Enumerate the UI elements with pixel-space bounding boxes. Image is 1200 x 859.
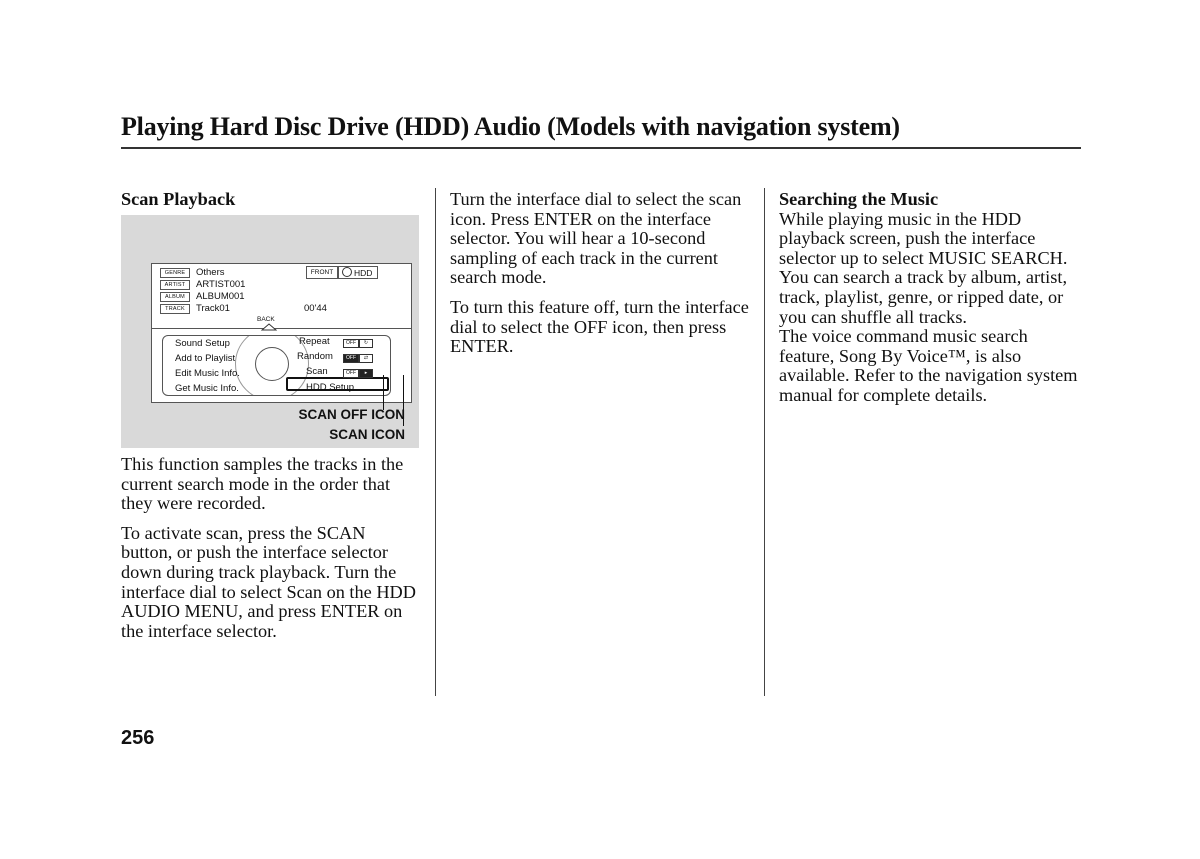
menu-sound-setup[interactable]: Sound Setup xyxy=(175,338,230,349)
scan-playback-subhead: Scan Playback xyxy=(121,189,236,209)
menu-scan[interactable]: Scan xyxy=(306,366,328,377)
col1-paragraph-2: To activate scan, press the SCAN button, or push the interface selector down during track playback. Turn the interface dial to select Scan on the HDD AUDIO MENU, and press ENTER on the interface selector. xyxy=(121,522,416,641)
col2-paragraph-1: Turn the interface dial to select the scan icon. Press ENTER on the interface selector. You will hear a 10-second sampling of each track in the current search mode. xyxy=(450,189,742,288)
column-divider-1 xyxy=(435,188,436,696)
repeat-off-pill[interactable]: OFF xyxy=(343,339,359,348)
audio-screen-figure xyxy=(121,215,419,448)
menu-edit-music-info[interactable]: Edit Music Info. xyxy=(175,368,240,379)
column-3 xyxy=(779,190,1084,416)
searching-music-subhead: Searching the Music xyxy=(779,189,939,209)
heading-rule xyxy=(121,147,1081,149)
scan-off-leader xyxy=(383,375,384,410)
screen-divider xyxy=(152,328,411,329)
page-number: 256 xyxy=(121,727,155,749)
col3-paragraph-1: While playing music in the HDD playback screen, push the interface selector up to select MUSIC SEARCH. You can search a track by album, artist, track, playlist, genre, or ripped date, or you can shuffle all tracks. xyxy=(779,208,1068,327)
col1-paragraph-1: This function samples the tracks in the current search mode in the order that they were recorded. xyxy=(121,454,404,514)
col3-paragraph-2: The voice command music search feature, Song By Voice™, is also available. Refer to the navigation system manual for complete details. xyxy=(779,326,1078,405)
source-badge xyxy=(338,266,378,279)
page-heading: Playing Hard Disc Drive (HDD) Audio (Models with navigation system) xyxy=(121,112,900,141)
interface-dial-icon xyxy=(255,347,289,381)
genre-value: Others xyxy=(196,267,225,278)
menu-repeat[interactable]: Repeat xyxy=(299,336,330,347)
random-off-pill[interactable]: OFF xyxy=(343,354,359,363)
col2-paragraph-2: To turn this feature off, turn the interface dial to select the OFF icon, then press ENTER. xyxy=(450,296,749,357)
genre-tag: GENRE xyxy=(160,268,190,278)
hdd-audio-menu xyxy=(162,335,391,396)
column-1-body xyxy=(121,455,421,651)
scan-off-icon-callout: SCAN OFF ICON xyxy=(298,407,405,422)
menu-add-to-playlist[interactable]: Add to Playlist xyxy=(175,353,236,364)
scan-icon-callout: SCAN ICON xyxy=(329,427,405,442)
column-2 xyxy=(450,190,750,367)
back-label: BACK xyxy=(257,316,275,323)
hdd-playback-screen xyxy=(151,263,412,403)
repeat-icon[interactable]: ↻ xyxy=(359,339,373,348)
track-value: Track01 xyxy=(196,303,230,314)
shuffle-icon[interactable]: ⇄ xyxy=(359,354,373,363)
front-badge: FRONT xyxy=(306,266,338,279)
album-tag: ALBUM xyxy=(160,292,190,302)
menu-random[interactable]: Random xyxy=(297,351,333,362)
menu-hdd-setup[interactable]: HDD Setup xyxy=(306,382,355,393)
artist-tag: ARTIST xyxy=(160,280,190,290)
back-arrow-icon xyxy=(261,323,277,331)
track-time: 00'44 xyxy=(304,303,327,314)
artist-value: ARTIST001 xyxy=(196,279,246,290)
column-divider-2 xyxy=(764,188,765,696)
track-tag: TRACK xyxy=(160,304,190,314)
scan-icon[interactable]: ▸ xyxy=(359,369,373,378)
menu-get-music-info[interactable]: Get Music Info. xyxy=(175,383,239,394)
source-label: HDD xyxy=(354,268,373,278)
disc-icon xyxy=(342,267,352,277)
album-value: ALBUM001 xyxy=(196,291,245,302)
scan-off-pill[interactable]: OFF xyxy=(343,369,359,378)
